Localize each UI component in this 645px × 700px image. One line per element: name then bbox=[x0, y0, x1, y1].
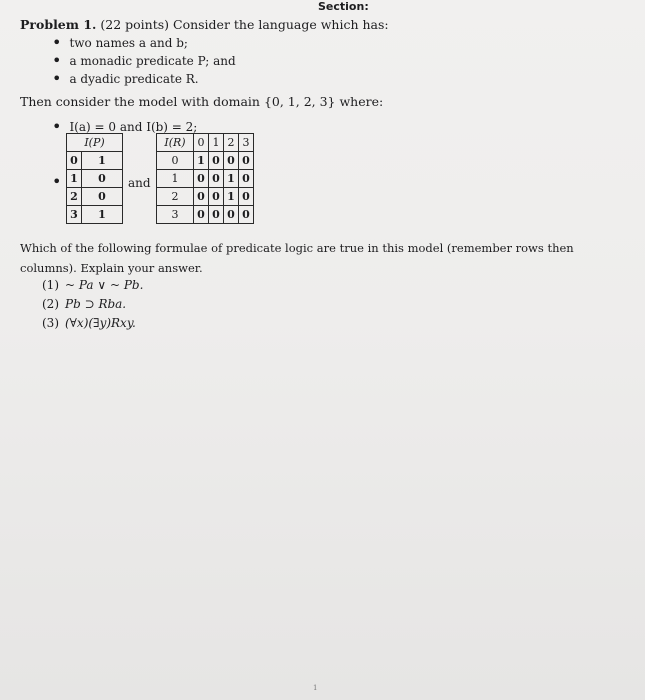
language-list bbox=[52, 34, 236, 88]
formula-text: Pb ⊃ Rba. bbox=[65, 297, 127, 311]
formula-list bbox=[42, 276, 143, 333]
formula-text: ~ Pa ∨ ~ Pb. bbox=[65, 278, 144, 292]
table-row bbox=[67, 206, 123, 224]
row-label: 3 bbox=[157, 206, 194, 224]
formula-number: (1) bbox=[42, 278, 59, 292]
table-cell: 0 bbox=[239, 188, 254, 206]
table-row bbox=[157, 206, 254, 224]
section-label: Section: bbox=[318, 0, 369, 13]
table-header-row bbox=[157, 134, 254, 152]
table-cell: 0 bbox=[224, 152, 239, 170]
connector-word: and bbox=[128, 176, 151, 190]
table-cell: 0 bbox=[209, 170, 224, 188]
formula-item bbox=[42, 314, 143, 333]
table-cell: 1 bbox=[82, 152, 123, 170]
bullet-point: • bbox=[52, 172, 62, 191]
table-cell: 3 bbox=[67, 206, 82, 224]
table-cell: 0 bbox=[209, 188, 224, 206]
table-cell: 0 bbox=[239, 152, 254, 170]
table-p-header: I(P) bbox=[67, 134, 123, 152]
table-row bbox=[67, 170, 123, 188]
table-cell: 0 bbox=[194, 170, 209, 188]
table-cell: 0 bbox=[194, 206, 209, 224]
table-cell: 0 bbox=[194, 188, 209, 206]
table-cell: 2 bbox=[67, 188, 82, 206]
table-cell: 0 bbox=[209, 206, 224, 224]
table-row bbox=[157, 170, 254, 188]
interpretation-names: • I(a) = 0 and I(b) = 2; bbox=[52, 117, 197, 136]
table-cell: 1 bbox=[224, 188, 239, 206]
predicate-p-table bbox=[66, 133, 123, 224]
problem-intro: (22 points) Consider the language which has: bbox=[96, 17, 389, 32]
table-row bbox=[157, 188, 254, 206]
problem-heading bbox=[20, 17, 389, 32]
table-cell: 0 bbox=[239, 170, 254, 188]
column-header: 0 bbox=[194, 134, 209, 152]
language-item: • a dyadic predicate R. bbox=[52, 70, 236, 88]
table-cell: 0 bbox=[82, 170, 123, 188]
language-item: • a monadic predicate P; and bbox=[52, 52, 236, 70]
column-header: 1 bbox=[209, 134, 224, 152]
column-header: 2 bbox=[224, 134, 239, 152]
table-cell: 1 bbox=[67, 170, 82, 188]
table-cell: 1 bbox=[224, 170, 239, 188]
column-header: 3 bbox=[239, 134, 254, 152]
predicate-r-table bbox=[156, 133, 254, 224]
row-label: 0 bbox=[157, 152, 194, 170]
problem-title: Problem 1. bbox=[20, 17, 97, 32]
question-text: Which of the following formulae of predicate logic are true in this model (remember rows then columns). Explain your answer. bbox=[20, 241, 574, 275]
table-cell: 1 bbox=[194, 152, 209, 170]
table-r-header: I(R) bbox=[157, 134, 194, 152]
formula-text: (∀x)(∃y)Rxy. bbox=[65, 316, 136, 330]
page-number: 1 bbox=[313, 684, 318, 692]
table-cell: 0 bbox=[82, 188, 123, 206]
formula-number: (2) bbox=[42, 297, 59, 311]
table-cell: 1 bbox=[82, 206, 123, 224]
formula-item bbox=[42, 276, 143, 295]
table-cell: 0 bbox=[67, 152, 82, 170]
table-cell: 0 bbox=[209, 152, 224, 170]
row-label: 1 bbox=[157, 170, 194, 188]
table-cell: 0 bbox=[239, 206, 254, 224]
formula-item bbox=[42, 295, 143, 314]
language-item: • two names a and b; bbox=[52, 34, 236, 52]
table-row bbox=[67, 188, 123, 206]
formula-number: (3) bbox=[42, 316, 59, 330]
table-row bbox=[157, 152, 254, 170]
row-label: 2 bbox=[157, 188, 194, 206]
table-cell: 0 bbox=[224, 206, 239, 224]
table-row bbox=[67, 152, 123, 170]
model-intro: Then consider the model with domain {0, 1, 2, 3} where: bbox=[20, 94, 384, 109]
